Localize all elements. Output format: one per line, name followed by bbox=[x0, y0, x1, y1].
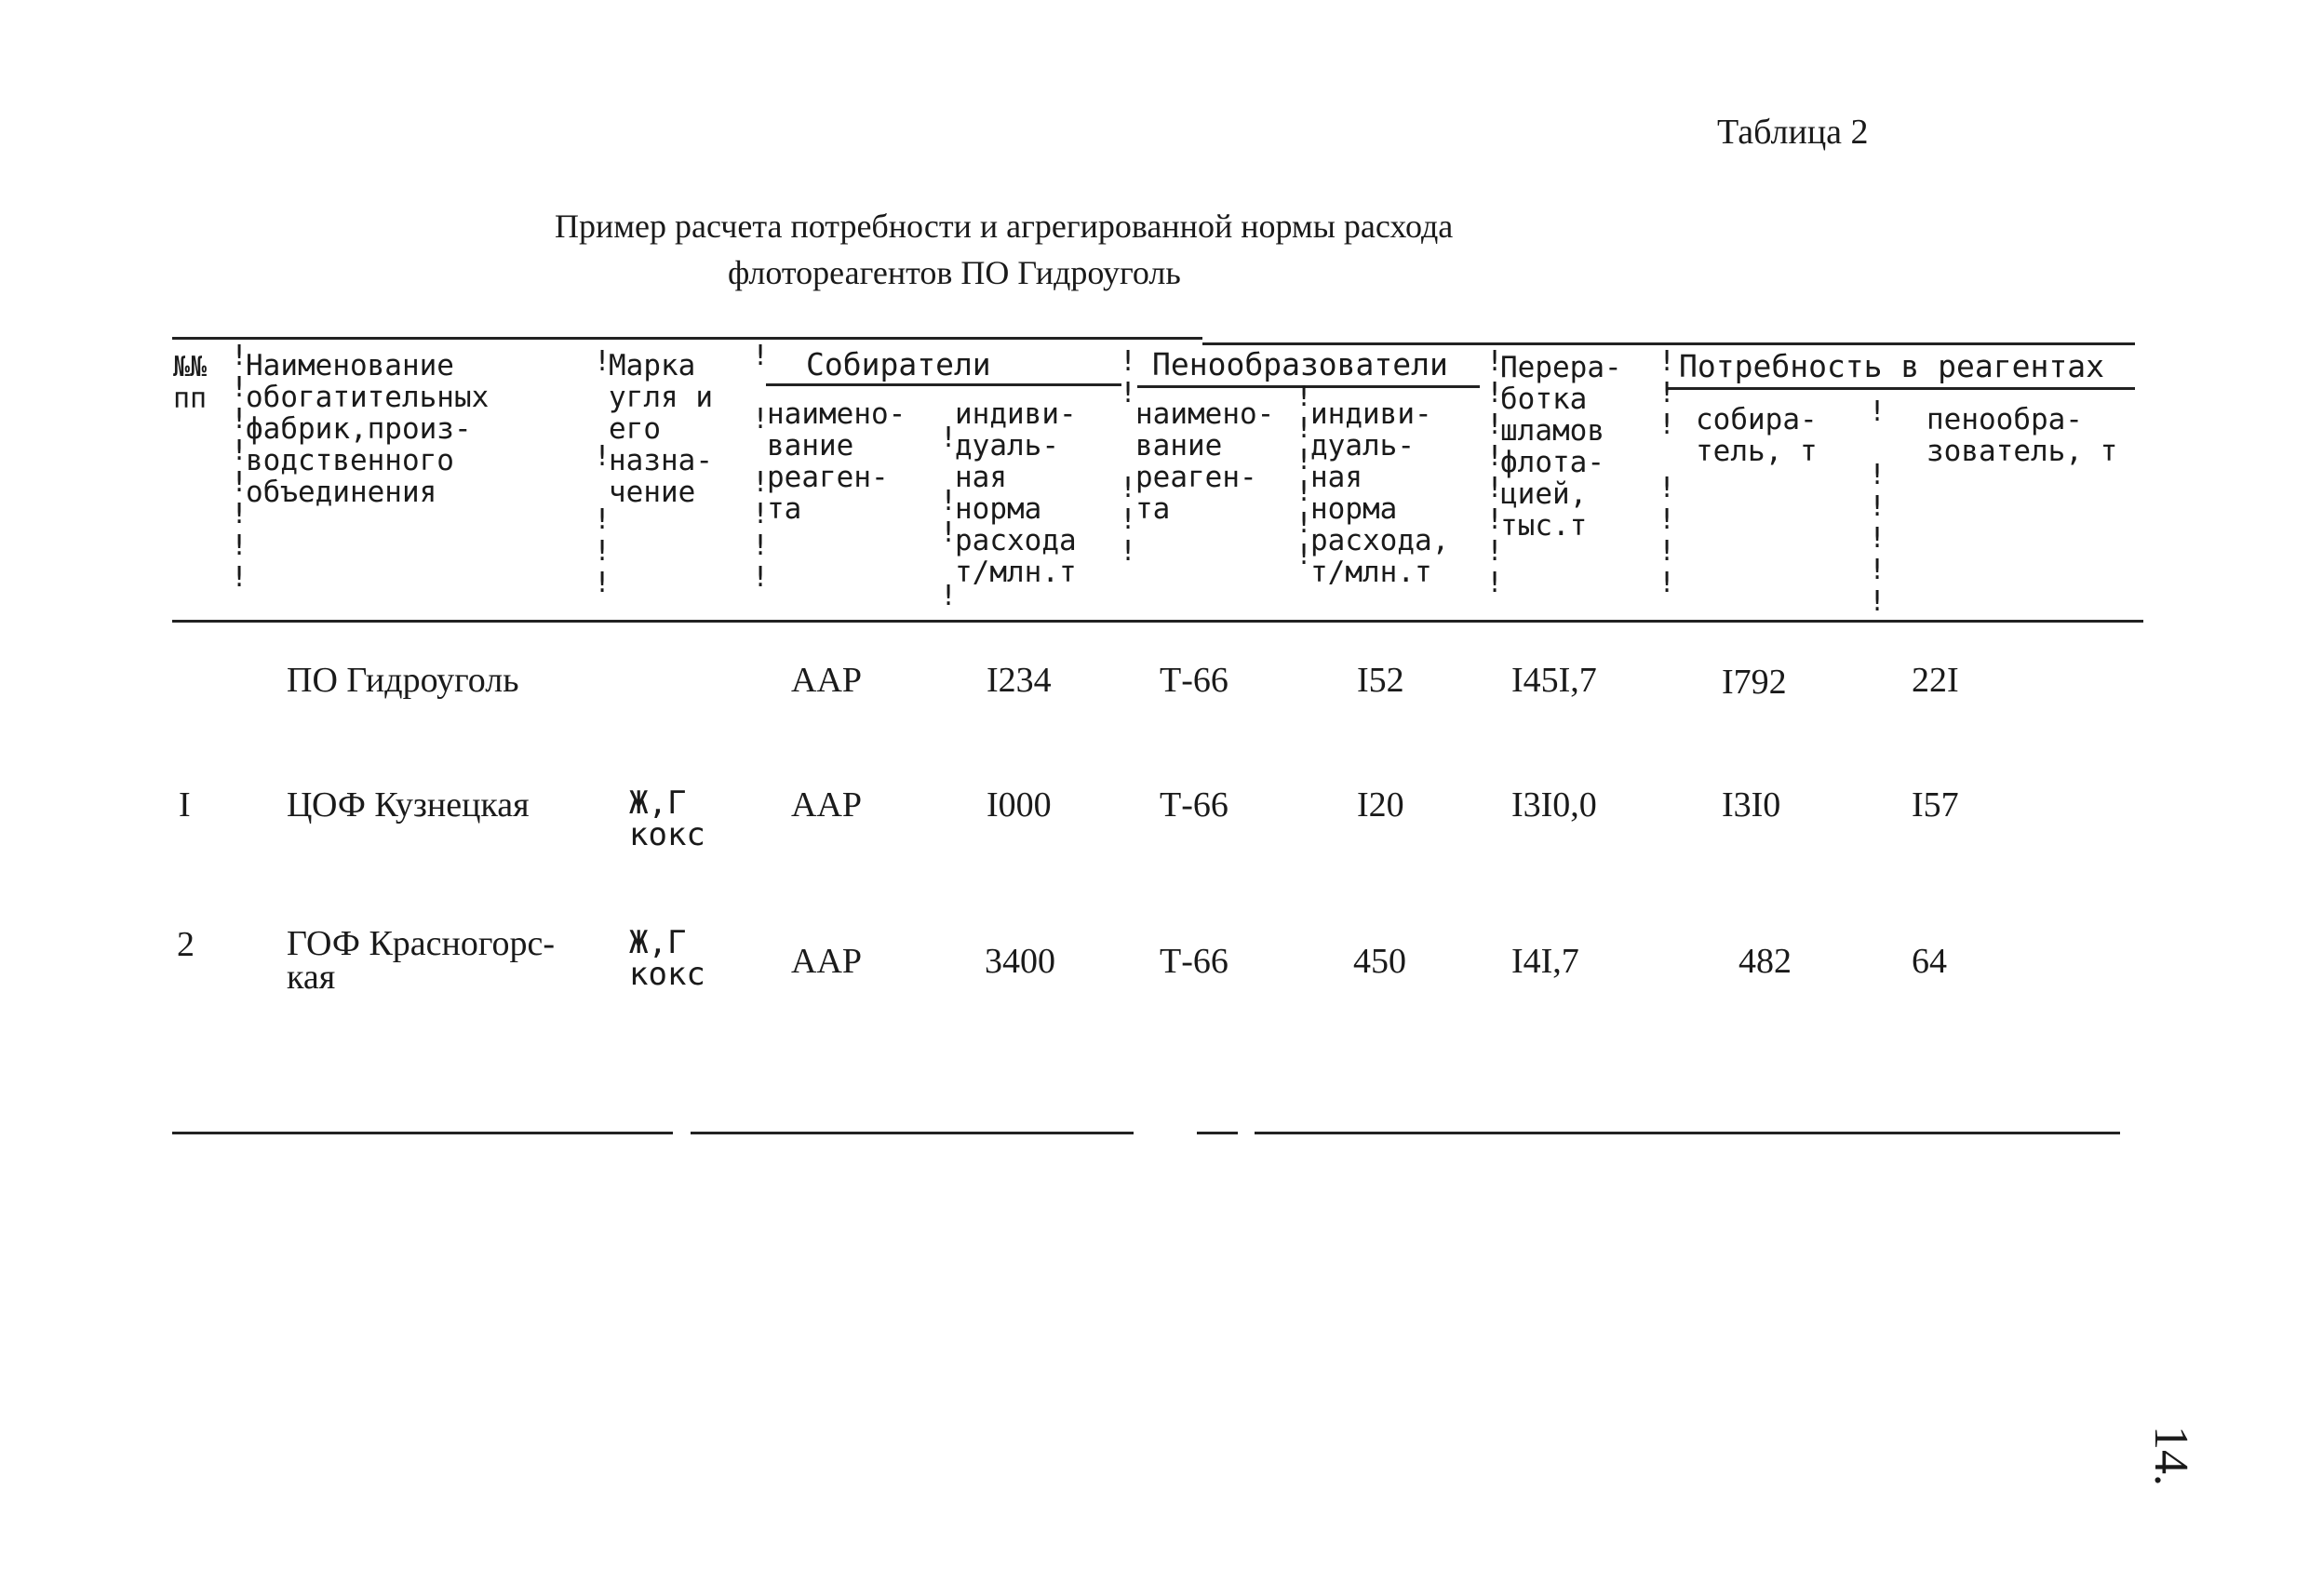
table-row-2-num: 2 bbox=[177, 925, 195, 964]
header-coal: Марка угля и его назна- чение bbox=[609, 349, 713, 509]
column-separator: ! ! ! ! ! ! bbox=[752, 340, 770, 594]
table-row-0-frother-norm: I52 bbox=[1357, 661, 1404, 700]
header-bottom-rule bbox=[172, 620, 2143, 623]
table-row-2-frother-name: Т-66 bbox=[1160, 942, 1228, 981]
table-row-1-coal: Ж,Г кокс bbox=[629, 785, 705, 853]
table-bottom-rule bbox=[1197, 1132, 1238, 1134]
header-demand: Потребность в реагентах bbox=[1679, 348, 2104, 384]
header-frothers: Пенообразователи bbox=[1152, 346, 1448, 382]
header-demand-frother: пенообра- зователь, т bbox=[1926, 403, 2118, 468]
table-row-1-collector-norm: I000 bbox=[987, 785, 1052, 825]
table-row-2-frother-norm: 450 bbox=[1353, 942, 1406, 981]
table-row-0-demand-frother: 22I bbox=[1912, 661, 1959, 700]
table-row-1-frother-name: Т-66 bbox=[1160, 785, 1228, 825]
demand-underline bbox=[1668, 387, 2135, 390]
column-separator: ! ! ! ! ! ! ! ! bbox=[231, 340, 248, 594]
column-separator: ! ! ! ! ! bbox=[1120, 345, 1137, 568]
table-row-1-demand-collector: I3I0 bbox=[1722, 785, 1781, 825]
table-row-0-collector-norm: I234 bbox=[987, 661, 1052, 700]
column-separator: ! ! ! ! ! bbox=[594, 345, 611, 599]
table-row-2-collector-name: ААР bbox=[791, 942, 863, 981]
table-title-line2: флотореагентов ПО Гидроуголь bbox=[728, 254, 1181, 291]
table-row-0-processing: I45I,7 bbox=[1511, 661, 1597, 700]
header-frothers-name: наимено- вание реаген- та bbox=[1135, 397, 1275, 526]
header-processing: Перера- ботка шламов флота- цией, тыс.т bbox=[1500, 351, 1622, 543]
table-row-2-collector-norm: 3400 bbox=[985, 942, 1055, 981]
table-row-0-collector-name: ААР bbox=[791, 661, 863, 700]
table-row-2-demand-frother: 64 bbox=[1912, 942, 1947, 981]
column-separator: ! ! ! ! ! ! ! ! bbox=[1486, 345, 1504, 599]
column-separator: ! ! ! ! ! ! bbox=[1869, 396, 1886, 618]
column-separator: ! ! ! ! ! ! ! bbox=[1658, 345, 1676, 599]
table-row-0-name: ПО Гидроуголь bbox=[287, 661, 519, 700]
collectors-underline bbox=[766, 383, 1121, 386]
table-row-1-demand-frother: I57 bbox=[1912, 785, 1959, 825]
table-row-1-name: ЦОФ Кузнецкая bbox=[287, 785, 530, 825]
page-number: 14. bbox=[2144, 1426, 2197, 1486]
column-separator: ! ! ! ! bbox=[940, 422, 958, 612]
table-row-1-processing: I3I0,0 bbox=[1511, 785, 1597, 825]
header-top-rule bbox=[172, 337, 1202, 340]
table-row-1-collector-name: ААР bbox=[791, 785, 863, 825]
header-collectors-norm: индиви- дуаль- ная норма расхода т/млн.т bbox=[955, 397, 1077, 589]
header-frothers-norm: индиви- дуаль- ная норма расхода, т/млн.т bbox=[1310, 397, 1450, 589]
header-name: Наименование обогатительных фабрик,произ- водственного объединения bbox=[246, 349, 490, 509]
table-label: Таблица 2 bbox=[1717, 113, 1869, 152]
header-collectors-name: наимено- вание реаген- та bbox=[767, 397, 906, 526]
header-collectors: Собиратели bbox=[806, 346, 991, 382]
table-row-1-num: I bbox=[179, 785, 191, 825]
header-demand-collector: собира- тель, т bbox=[1696, 403, 1818, 468]
table-row-2-demand-collector: 482 bbox=[1738, 942, 1792, 981]
table-row-1-frother-norm: I20 bbox=[1357, 785, 1404, 825]
table-bottom-rule bbox=[691, 1132, 1134, 1134]
table-row-0-demand-collector: I792 bbox=[1722, 663, 1787, 702]
column-separator: ! ! ! ! ! ! bbox=[1295, 381, 1313, 571]
table-title-line1: Пример расчета потребности и агрегированной нормы расхода bbox=[555, 208, 1454, 245]
table-bottom-rule bbox=[1255, 1132, 2120, 1134]
header-num: №№ пп bbox=[173, 351, 208, 415]
table-row-2-processing: I4I,7 bbox=[1511, 942, 1579, 981]
table-row-2-coal: Ж,Г кокс bbox=[629, 924, 705, 993]
table-bottom-rule bbox=[172, 1132, 673, 1134]
table-row-0-frother-name: Т-66 bbox=[1160, 661, 1228, 700]
table-row-2-name: ГОФ Красногорс- кая bbox=[287, 924, 556, 997]
